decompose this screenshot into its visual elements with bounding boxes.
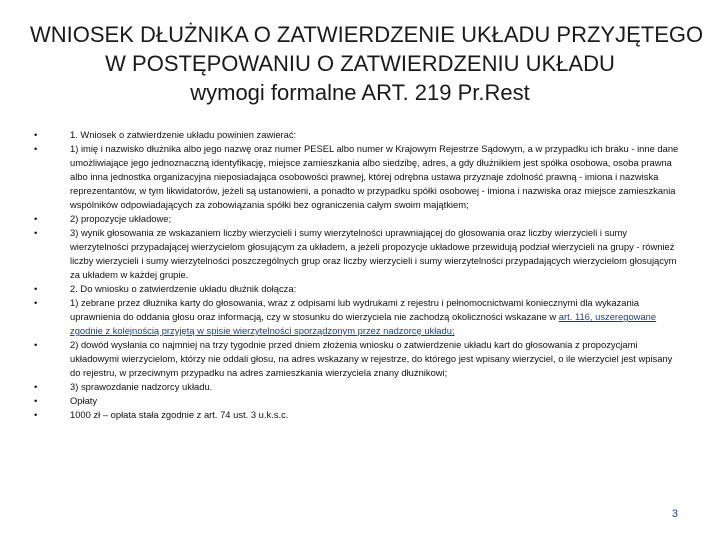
bullet-icon: •	[34, 339, 38, 350]
bullet-icon: •	[34, 213, 38, 224]
list-item-text: 1) zebrane przez dłużnika karty do głosowania, wraz z odpisami lub wydrukami z rejestru i pełnomocnictwami koniecznymi dla wykazania uprawnienia do oddania głosu oraz informacją, czy w stosunku do wierzyciela nie zachodzą okoliczności wskazane w	[70, 297, 639, 322]
list-item-text: 2) propozycje układowe;	[70, 213, 172, 224]
list-item	[34, 128, 684, 142]
list-item	[34, 408, 684, 422]
bullet-icon: •	[34, 129, 38, 140]
list-item-text: 3) wynik głosowania ze wskazaniem liczby wierzycieli i sumy wierzytelności uprawniającej do głosowania oraz liczby wierzycieli i sumy wierzytelności przypadającej wierzycielom głosującym za układem, a jeżeli propozycje układowe przewidują podział wierzycieli na grupy - również liczby wierzycieli i sumy wierzytelności poszczególnych grup oraz liczby wierzycieli i sumy wierzytelności przypadających wierzycielom głosującym za układem w każdej grupie.	[70, 227, 677, 280]
page-number: 3	[671, 508, 678, 520]
title-line-3: wymogi formalne ART. 219 Pr.Rest	[190, 80, 530, 105]
list-item-text: 2. Do wniosku o zatwierdzenie układu dłużnik dołącza:	[70, 283, 297, 294]
bullet-icon: •	[34, 143, 38, 154]
list-item-text: Opłaty	[70, 395, 98, 406]
bullet-icon: •	[34, 381, 38, 392]
list-item	[34, 142, 684, 212]
list-item	[34, 296, 684, 338]
title-line-1: WNIOSEK DŁUŻNIKA O ZATWIERDZENIE UKŁADU PRZYJĘTEGO	[30, 22, 704, 47]
list-item	[34, 380, 684, 394]
title-line-2: W POSTĘPOWANIU O ZATWIERDZENIU UKŁADU	[105, 51, 615, 76]
list-item-text-with-link	[70, 296, 684, 338]
list-item-text: 1. Wniosek o zatwierdzenie układu powinien zawierać:	[70, 129, 297, 140]
bullet-icon: •	[34, 297, 38, 308]
slide-title	[30, 20, 704, 107]
list-item-text: 2) dowód wysłania co najmniej na trzy tygodnie przed dniem złożenia wniosku o zatwierdzenie układu kart do głosowania z propozycjami układowymi wierzycielom, którzy nie oddali głosu, na adres wskazany w rejestrze, do którego jest wpisany wierzyciel, o ile wierzyciel jest wpisany do rejestru, w przeciwnym przypadku na adres zamieszkania wierzyciela znany dłużnikowi;	[70, 339, 673, 378]
bullet-icon: •	[34, 227, 38, 238]
list-item	[34, 394, 684, 408]
list-item-text: 1) imię i nazwisko dłużnika albo jego nazwę oraz numer PESEL albo numer w Krajowym Rejestrze Sądowym, a w przypadku ich braku - inne dane umożliwiające jego jednoznaczną identyfikację, miejsce zamieszkania albo siedzibę, adres, a gdy dłużnikiem jest spółka osobowa, osoba prawna albo inna jednostka organizacyjna nieposiadająca osobowości prawnej, której odrębna ustawa przyznaje zdolność prawną - imiona i nazwiska reprezentantów, w tym likwidatorów, jeżeli są ustanowieni, a ponadto w przypadku spółki osobowej - imiona i nazwiska oraz miejsce zamieszkania wspólników odpowiadających za zobowiązania spółki bez ograniczenia całym swoim majątkiem;	[70, 143, 679, 210]
list-item	[34, 282, 684, 296]
bullet-icon: •	[34, 409, 38, 420]
content-list	[34, 128, 684, 422]
bullet-icon: •	[34, 283, 38, 294]
list-item-text: 3) sprawozdanie nadzorcy układu.	[70, 381, 213, 392]
bullet-icon: •	[34, 395, 38, 406]
list-item-text: 1000 zł – opłata stała zgodnie z art. 74 ust. 3 u.k.s.c.	[70, 409, 289, 420]
list-item	[34, 338, 684, 380]
list-item	[34, 212, 684, 226]
list-item	[34, 226, 684, 282]
article-116-link[interactable]: art. 116, uszeregowane zgodnie z kolejnością przyjętą w spisie wierzytelności sporządzonym przez nadzorcę układu;	[70, 311, 657, 336]
